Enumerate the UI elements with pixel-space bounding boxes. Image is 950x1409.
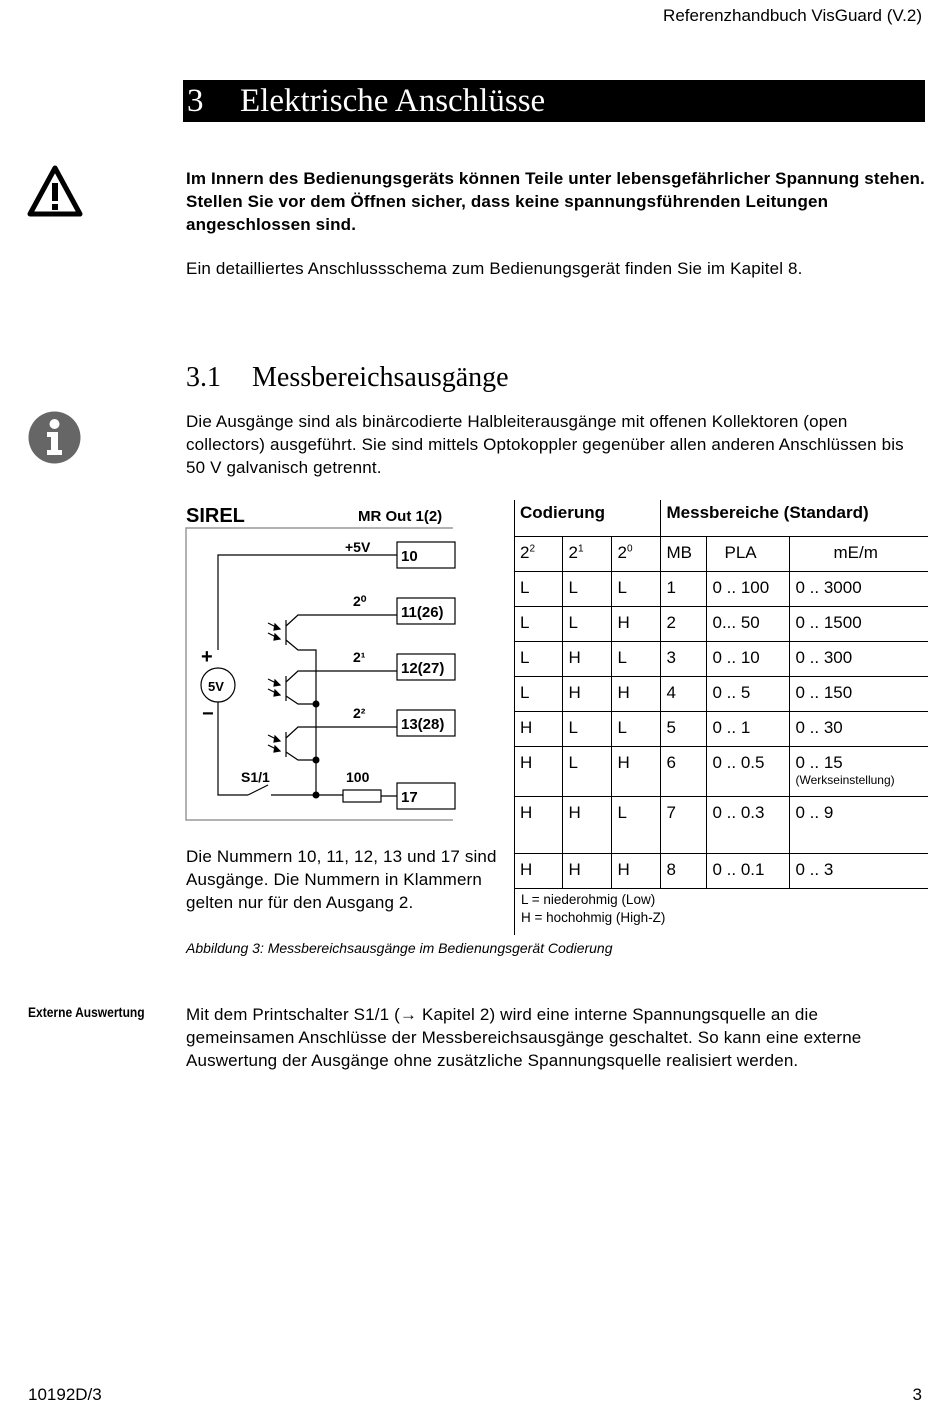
bit1-label: 2¹ [353,649,366,665]
terminal-10: 10 [401,548,418,565]
warning-text: Im Innern des Bedienungsgeräts können Teile unter lebensgefährlicher Spannung stehen. Stellen Sie vor dem Öffnen sicher, dass keine spannungsführenden Leitungen angeschlossen sind. [186,169,925,234]
numbers-text: Die Nummern 10, 11, 12, 13 und 17 sind Ausgänge. Die Nummern in Klammern gelten nur für den Ausgang 2. [186,847,497,912]
chapter-title: Elektrische Anschlüsse [240,83,546,119]
intro-text: Die Ausgänge sind als binärcodierte Halbleiterausgänge mit offenen Kollektoren (open collectors) ausgeführt. Sie sind mittels Optokoppler gegenüber allen anderen Anschlüssen bis 50 V galvanisch getrennt. [186,412,904,477]
plus-sign: + [201,646,213,668]
col-2-0: $2^0$ [611,536,660,571]
terminal-11: 11(26) [401,604,444,621]
table-row: H L L 5 0 .. 1 0 .. 30 [514,711,928,746]
section-title [186,362,509,394]
switch-label: S1/1 [241,769,270,785]
bit0-label: 2⁰ [353,593,367,609]
table-row: H H H 8 0 .. 0.1 0 .. 3 [514,853,928,888]
resistor [343,790,381,802]
brand-logo: SIREL [186,505,245,527]
footer-doc-id: 10192D/3 [28,1385,102,1404]
supply-label: +5V [345,539,371,555]
schema-note: Ein detailliertes Anschlussschema zum Bedienungsgerät finden Sie im Kapitel 8. [186,259,803,278]
col-mb: MB [660,536,706,571]
factory-setting-note: (Werkseinstellung) [795,772,895,787]
info-icon [27,410,82,465]
table-header-row [514,536,928,571]
bit2-label: 2² [353,705,366,721]
minus-sign: − [202,703,214,725]
section-number: 3.1 [186,362,221,393]
col-2-1: $2^1$ [562,536,611,571]
terminal-17: 17 [401,789,418,806]
section-name: Messbereichsausgänge [252,362,509,393]
header-title: Referenzhandbuch VisGuard (V.2) [663,6,922,25]
header-messbereiche: Messbereiche (Standard) [660,500,928,536]
table-row: H L H 6 0 .. 0.5 0 .. 15 (Werkseinstellung) [514,746,928,796]
table-row: H H L 7 0 .. 0.3 0 .. 9 [514,796,928,853]
legend-high: H = hochohmig (High-Z) [521,910,666,925]
margin-label-extern: Externe Auswertung [28,1004,145,1020]
mr-out-label: MR Out 1(2) [358,508,443,525]
chapter-number: 3 [187,83,204,119]
header-codierung: Codierung [514,500,660,536]
terminal-12: 12(27) [401,660,445,677]
table-row: L L L 1 0 .. 100 0 .. 3000 [514,571,928,606]
figure-caption: Abbildung 3: Messbereichsausgänge im Bedienungsgerät Codierung [186,940,613,956]
col-me: mE/m [789,536,928,571]
table-row: L L H 2 0... 50 0 .. 1500 [514,606,928,641]
chapter-heading [183,80,925,122]
terminal-13: 13(28) [401,716,445,733]
table-legend [521,891,665,927]
table-row: L H H 4 0 .. 5 0 .. 150 [514,676,928,711]
source-label: 5V [208,679,224,694]
resistor-label: 100 [346,769,370,785]
footer-page-number: 3 [912,1385,922,1404]
legend-low: L = niederohmig (Low) [521,892,656,907]
coding-table [514,500,928,889]
col-2-2: $2^2$ [514,536,562,571]
warning-triangle-icon [27,165,83,217]
extern-text: Mit dem Printschalter S1/1 (→ Kapitel 2) wird eine interne Spannungsquelle an die gemeinsamen Anschlüsse der Messbereichsausgänge geschaltet. So kann eine externe Auswertung der Ausgänge ohne zusätzliche Spannungsquelle realisiert werden. [186,1005,862,1070]
col-pla: PLA [706,536,789,571]
table-row: L H L 3 0 .. 10 0 .. 300 [514,641,928,676]
circuit-diagram [183,500,513,825]
